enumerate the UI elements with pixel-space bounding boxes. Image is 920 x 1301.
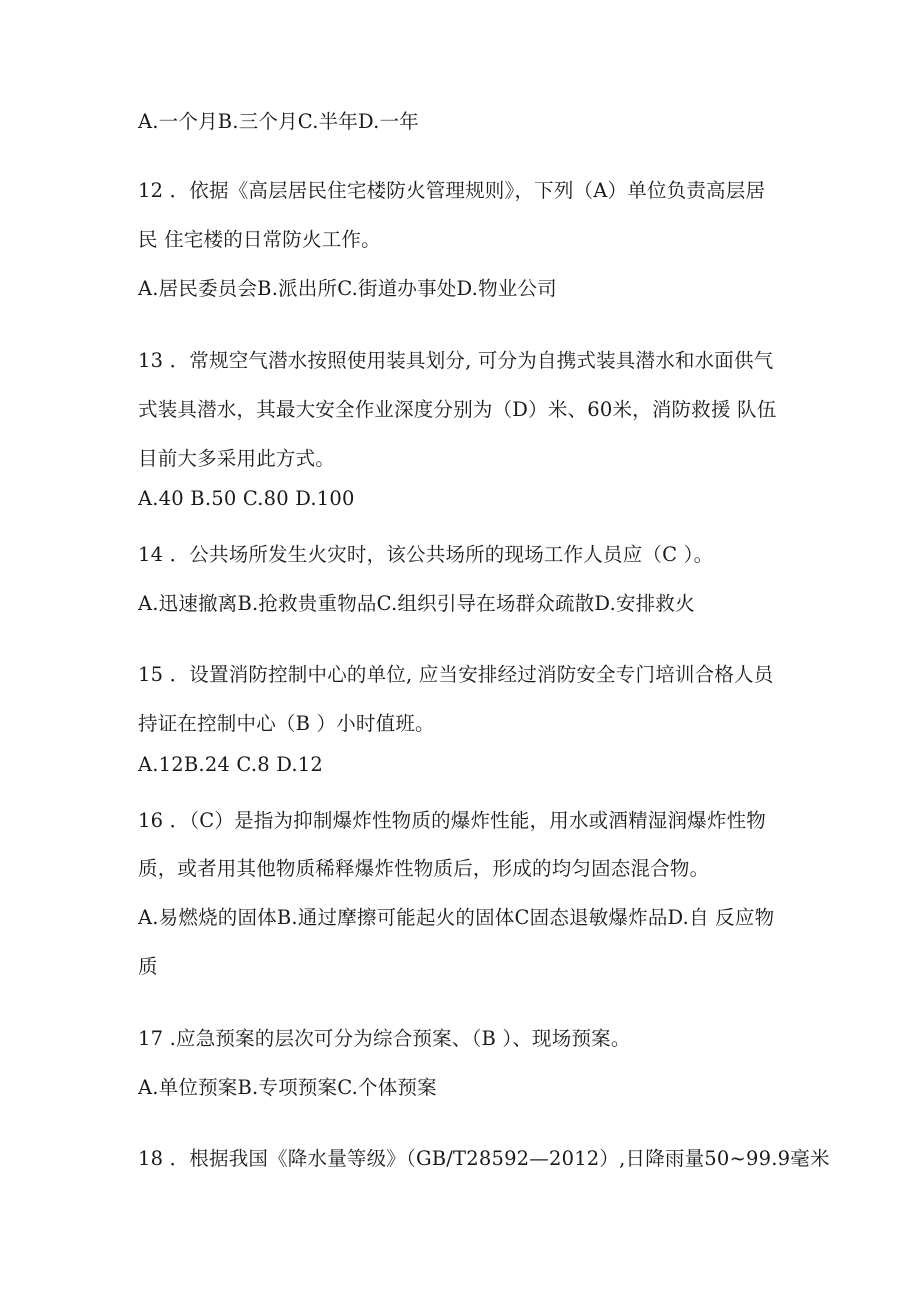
question-18-line-1: 18 ．根据我国《降水量等级》（GB/T28592—2012）,日降雨量50~99.9毫米 [138, 1147, 830, 1170]
question-13-line-1: 13 ．常规空气潜水按照使用装具划分, 可分为自携式装具潜水和水面供气 [138, 349, 774, 372]
question-13-line-2: 式装具潜水，其最大安全作业深度分别为（D）米、60米，消防救援 队伍 [138, 398, 777, 421]
question-15-line-2: 持证在控制中心（B ）小时值班。 [138, 712, 435, 735]
options-q12: A.居民委员会B.派出所C.街道办事处D.物业公司 [138, 277, 557, 300]
options-q14: A.迅速撤离B.抢救贵重物品C.组织引导在场群众疏散D.安排救火 [138, 592, 695, 615]
options-q16-line-1: A.易燃烧的固体B.通过摩擦可能起火的固体C固态退敏爆炸品D.自 反应物 [138, 906, 775, 929]
question-14: 14 ．公共场所发生火灾时，该公共场所的现场工作人员应（C ）。 [138, 543, 714, 566]
options-q17: A.单位预案B.专项预案C.个体预案 [138, 1076, 437, 1099]
question-17: 17 .应急预案的层次可分为综合预案、（B ）、现场预案。 [138, 1027, 631, 1050]
question-13-line-3: 目前大多采用此方式。 [138, 447, 336, 470]
question-16-line-2: 质，或者用其他物质稀释爆炸性物质后，形成的均匀固态混合物。 [138, 857, 710, 880]
question-16-line-1: 16 ．（C）是指为抑制爆炸性物质的爆炸性能，用水或酒精湿润爆炸性物 [138, 809, 766, 832]
question-15-line-1: 15 ．设置消防控制中心的单位, 应当安排经过消防安全专门培训合格人员 [138, 663, 774, 686]
options-q11: A.一个月B.三个月C.半年D.一年 [138, 110, 419, 133]
options-q16-line-2: 质 [138, 955, 158, 978]
options-q15: A.12B.24 C.8 D.12 [138, 753, 324, 776]
question-12-line-2: 民 住宅楼的日常防火工作。 [138, 228, 381, 251]
question-12-line-1: 12 ．依据《高层居民住宅楼防火管理规则》，下列（A）单位负责高层居 [138, 179, 766, 202]
options-q13: A.40 B.50 C.80 D.100 [138, 487, 355, 510]
